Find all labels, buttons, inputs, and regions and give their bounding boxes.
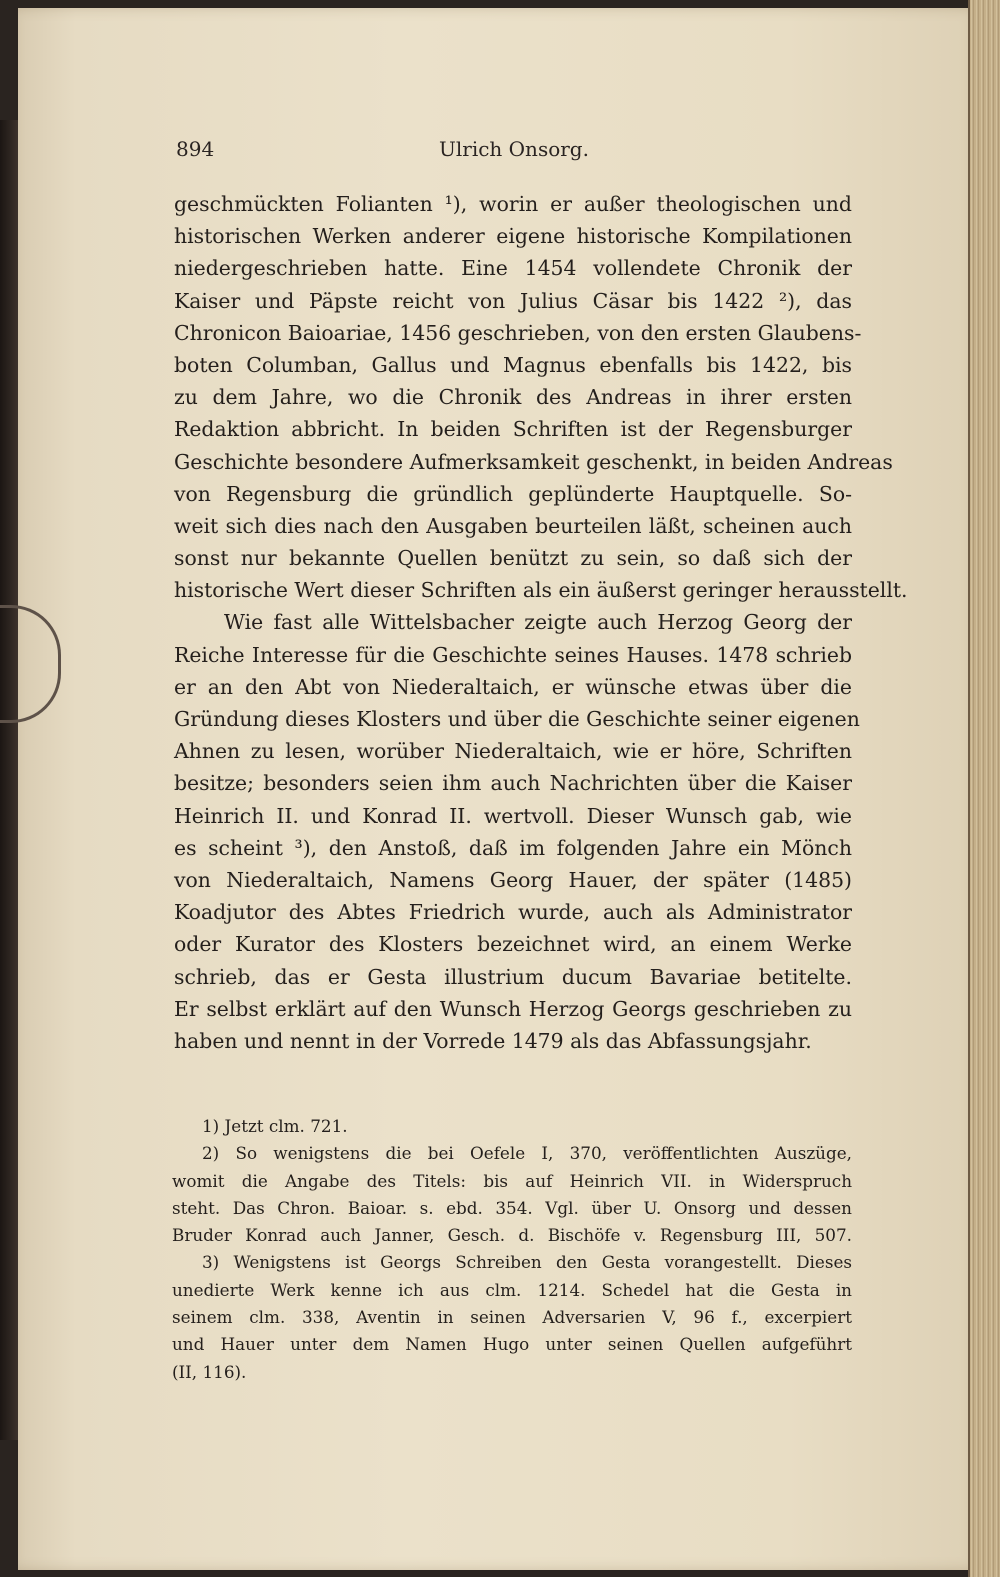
text-line: historische Wert dieser Schriften als ein äußerst geringer herausstellt. [174,578,908,603]
text-line: von Niederaltaich, Namens Georg Hauer, der später (1485) [174,867,852,892]
footnote-line: Bruder Konrad auch Janner, Gesch. d. Bischöfe v. Regensburg III, 507. [172,1225,852,1246]
page-header [176,137,852,167]
footnotes [172,1113,852,1386]
text-line: besitze; besonders seien ihm auch Nachrichten über die Kaiser [174,771,852,796]
running-title: Ulrich Onsorg. [439,137,589,161]
text-line: haben und nennt in der Vorrede 1479 als das Abfassungsjahr. [174,1028,812,1053]
text-line: schrieb, das er Gesta illustrium ducum Bavariae betitelte. [174,964,852,989]
main-text [174,188,908,1057]
page-stack-edge [968,0,1000,1577]
text-line: Koadjutor des Abtes Friedrich wurde, auch als Administrator [174,900,852,925]
text-line: Reiche Interesse für die Geschichte seines Hauses. 1478 schrieb [174,642,852,667]
footnote-line: 3) Wenigstens ist Georgs Schreiben den Gesta vorangestellt. Dieses [202,1252,852,1273]
text-line: er an den Abt von Niederaltaich, er wünsche etwas über die [174,674,852,699]
text-line: Er selbst erklärt auf den Wunsch Herzog Georgs geschrieben zu [174,996,852,1021]
text-line: Geschichte besondere Aufmerksamkeit geschenkt, in beiden Andreas [174,449,893,474]
text-line: Kaiser und Päpste reicht von Julius Cäsar bis 1422 ²), das [174,288,852,313]
footnote-line: (II, 116). [172,1361,247,1382]
footnote-line: 1) Jetzt clm. 721. [202,1116,348,1136]
footnote-line: und Hauer unter dem Namen Hugo unter seinen Quellen aufgeführt [172,1334,852,1355]
text-line: Wie fast alle Wittelsbacher zeigte auch Herzog Georg der [224,610,852,635]
text-line: geschmückten Folianten ¹), worin er außer theologischen und [174,192,852,216]
page-number: 894 [176,137,215,161]
footnote-line: seinem clm. 338, Aventin in seinen Adversarien V, 96 f., excerpiert [172,1307,852,1328]
text-line: boten Columban, Gallus und Magnus ebenfalls bis 1422, bis [174,352,852,377]
footnote-line: womit die Angabe des Titels: bis auf Heinrich VII. in Widerspruch [172,1170,852,1191]
text-line: historischen Werken anderer eigene historische Kompilationen [174,224,852,249]
text-line: sonst nur bekannte Quellen benützt zu sein, so daß sich der [174,546,852,571]
text-line: Chronicon Baioariae, 1456 geschrieben, von den ersten Glaubens- [174,320,862,345]
footnote-line: unedierte Werk kenne ich aus clm. 1214. Schedel hat die Gesta in [172,1279,852,1300]
text-line: Redaktion abbricht. In beiden Schriften ist der Regensburger [174,417,852,442]
text-line: niedergeschrieben hatte. Eine 1454 vollendete Chronik der [174,256,852,281]
footnote-line: 2) So wenigstens die bei Oefele I, 370, veröffentlichten Auszüge, [202,1143,852,1164]
footnote-line: steht. Das Chron. Baioar. s. ebd. 354. Vgl. über U. Onsorg und dessen [172,1197,852,1218]
text-line: zu dem Jahre, wo die Chronik des Andreas in ihrer ersten [174,385,852,410]
text-line: Heinrich II. und Konrad II. wertvoll. Dieser Wunsch gab, wie [174,803,852,828]
text-line: es scheint ³), den Anstoß, daß im folgenden Jahre ein Mönch [174,835,852,860]
text-line: weit sich dies nach den Ausgaben beurteilen läßt, scheinen auch [174,513,852,538]
text-line: Gründung dieses Klosters und über die Geschichte seiner eigenen [174,707,860,731]
text-line: oder Kurator des Klosters bezeichnet wird, an einem Werke [174,932,852,957]
text-line: von Regensburg die gründlich geplünderte Hauptquelle. So- [174,481,852,506]
text-line: Ahnen zu lesen, worüber Niederaltaich, wie er höre, Schriften [174,739,852,764]
